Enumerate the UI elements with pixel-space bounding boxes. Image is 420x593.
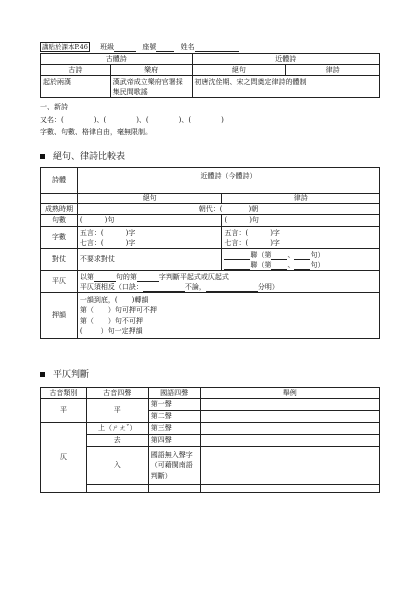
jueju-lines[interactable]: ( )句 (77, 215, 222, 227)
shang-tone: 上（ㄕㄤˇ） (86, 423, 148, 435)
gushi-desc: 起於兩漢 (41, 76, 111, 98)
seat-blank[interactable] (156, 44, 174, 52)
modern-poetry-header: 近體詩（今體詩） (77, 168, 379, 194)
name-blank[interactable] (195, 44, 239, 52)
lushi-lines[interactable]: ( )句 (222, 215, 380, 227)
tone-4: 第四聲 (148, 435, 200, 447)
square-bullet-icon (40, 372, 45, 377)
lushi-chars[interactable]: 五言：( )字 七言：( )字 (222, 227, 380, 249)
tone-2: 第二聲 (148, 411, 200, 423)
gushi-header: 古詩 (41, 65, 111, 76)
section3-title-row (40, 367, 89, 380)
textbook-reference: 講贴於課本P.46 (42, 43, 88, 51)
comparison-table (40, 167, 380, 339)
square-bullet-icon (40, 154, 45, 159)
ping-category: 平 (41, 399, 87, 423)
section1-note: 字數、句數、格律自由，毫無限制。 (40, 128, 152, 136)
poem-type-label: 詩體 (41, 168, 78, 194)
name-label: 姓名 (180, 43, 195, 51)
tone-3: 第三聲 (148, 423, 200, 435)
alias-line: 又名：( )、( )、( )、( ) (40, 116, 224, 124)
modern-desc: 初唐沈佺期、宋之問奠定律詩的體制 (192, 76, 379, 98)
ru-description: 國語無入聲字 （可藉閩南語 判斷） (148, 447, 200, 485)
ze-category: 仄 (41, 423, 87, 493)
class-blank[interactable] (114, 44, 136, 52)
lines-label: 句數 (41, 215, 78, 227)
lushi-header: 律詩 (286, 65, 380, 76)
rhyme-rules[interactable]: 一韻到底，( )轉韻 第（ ）句可押可不押 第（ ）句不可押 ( ）句一定押韻 (77, 293, 379, 339)
ping-ancient-tone: 平 (86, 399, 148, 423)
header-mandarin-tones: 國語四聲 (148, 388, 200, 399)
rhyme-label: 押韻 (41, 293, 78, 339)
period-value[interactable]: 朝代：( )朝 (77, 204, 379, 215)
header-line (40, 43, 239, 52)
jueju-header: 絕句 (192, 65, 286, 76)
tone-table (40, 387, 380, 493)
lushi-column-header: 律詩 (222, 194, 380, 204)
jueju-duizhang: 不要求對仗 (77, 249, 222, 271)
jueju-chars[interactable]: 五言：( )字 七言：( )字 (77, 227, 222, 249)
seat-label: 座號 (142, 43, 157, 51)
pingze-label: 平仄 (41, 271, 78, 293)
section1-heading: 一、新詩 (40, 103, 68, 111)
duizhang-label: 對仗 (41, 249, 78, 271)
jueju-column-header: 絕句 (77, 194, 222, 204)
ancient-poetry-header: 古體詩 (41, 54, 193, 65)
chars-label: 字數 (41, 227, 78, 249)
example-ru[interactable] (200, 447, 379, 485)
section3-title: 平仄判斷 (53, 370, 90, 380)
yuefu-header: 樂府 (110, 65, 192, 76)
class-label: 班級 (100, 43, 115, 51)
section2-title: 絕句、律詩比較表 (53, 152, 126, 162)
pingze-rules[interactable]: 以第 句的第 字判斷平起式或仄起式 平仄須相反（口訣： 不論， 分明） (77, 271, 379, 293)
example-tone-3[interactable] (200, 423, 379, 435)
qu-tone: 去 (86, 435, 148, 447)
tone-1: 第一聲 (148, 399, 200, 411)
example-tone-4[interactable] (200, 435, 379, 447)
yuefu-desc: 漢武帝成立樂府官署採集民間歌謠 (110, 76, 192, 98)
modern-poetry-header: 近體詩 (192, 54, 379, 65)
section2-title-row (40, 149, 125, 162)
lushi-duizhang[interactable]: 聯（第 、 句） 聯（第 、 句） (222, 249, 380, 271)
header-examples: 舉例 (200, 388, 379, 399)
poetry-types-table (40, 53, 380, 98)
example-tone-1[interactable] (200, 399, 379, 411)
example-tone-2[interactable] (200, 411, 379, 423)
period-label: 成熟時期 (41, 204, 78, 215)
ru-tone: 入 (86, 447, 148, 485)
header-ancient-tones: 古音四聲 (86, 388, 148, 399)
header-ancient-category: 古音類別 (41, 388, 87, 399)
